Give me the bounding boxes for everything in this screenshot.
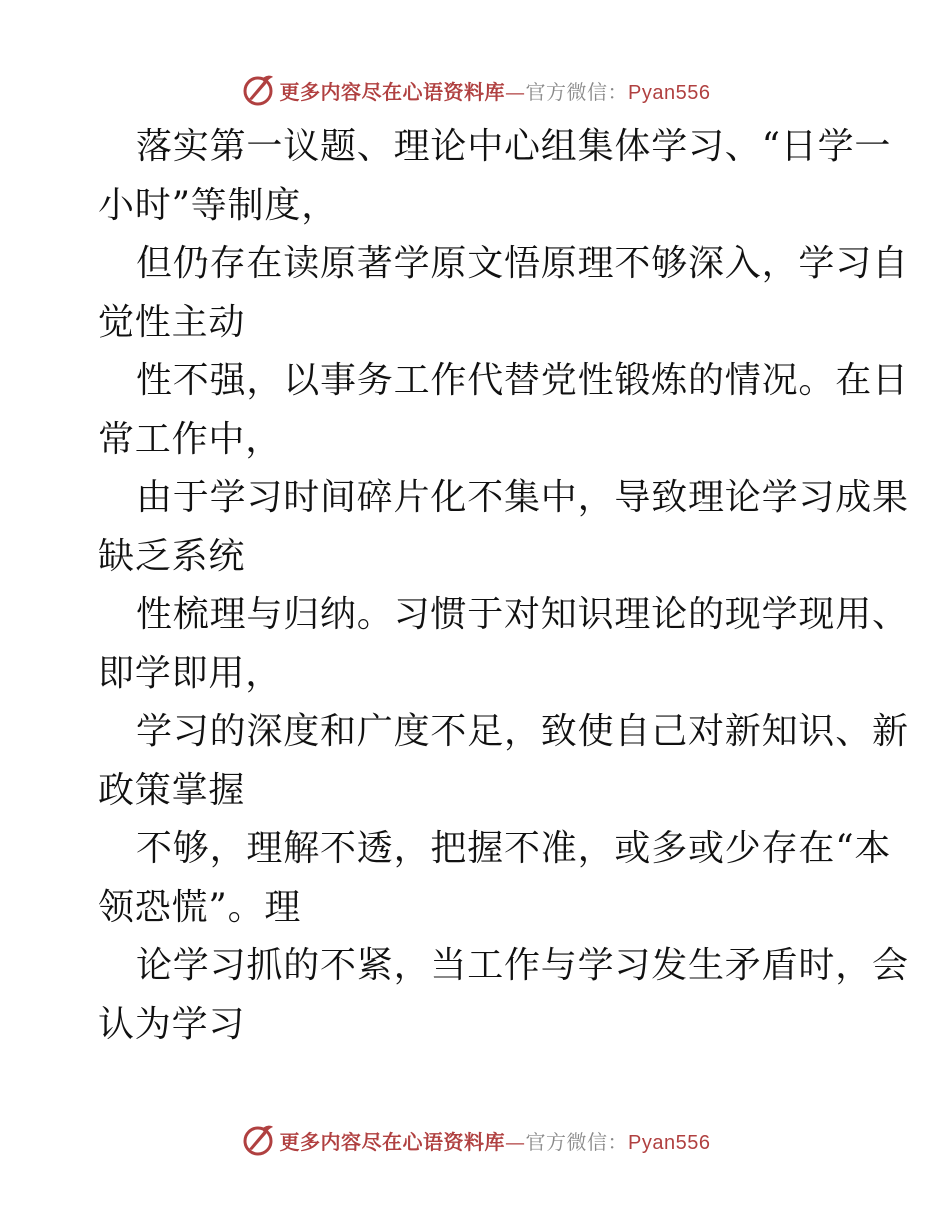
watermark-text [280, 1126, 711, 1155]
watermark-separator: — [505, 79, 526, 104]
body-line: 落实第一议题、理论中心组集体学习、“日学一 [136, 126, 892, 167]
watermark-handle: Pyan556 [628, 1131, 711, 1154]
body-line: 学习的深度和广度不足，致使自己对新知识、新 [136, 711, 909, 752]
watermark-brand: 更多内容尽在心语资料库 [279, 1129, 506, 1154]
body-line: 论学习抓的不紧，当工作与学习发生矛盾时，会 [136, 945, 909, 986]
footer-watermark [0, 1120, 950, 1160]
header-watermark [0, 70, 950, 110]
body-line: 性不强，以事务工作代替党性锻炼的情况。在日 [136, 360, 909, 401]
body-line: 不够，理解不透，把握不准，或多或少存在“本 [136, 828, 892, 869]
watermark-wechat-label: 官方微信： [525, 79, 629, 104]
body-line: 小时”等制度， [98, 184, 339, 226]
body-line: 政策掌握 [98, 769, 246, 811]
watermark-text [280, 76, 711, 105]
quill-logo-icon [240, 1122, 276, 1158]
body-line: 常工作中， [98, 418, 283, 460]
body-line: 但仍存在读原著学原文悟原理不够深入，学习自 [136, 243, 909, 284]
body-line: 缺乏系统 [98, 535, 246, 577]
watermark-separator: — [505, 1129, 526, 1154]
quill-logo-icon [240, 72, 276, 108]
body-line: 由于学习时间碎片化不集中，导致理论学习成果 [136, 477, 909, 518]
watermark-brand: 更多内容尽在心语资料库 [279, 79, 506, 104]
body-line: 领恐慌”。理 [98, 886, 302, 928]
body-line: 认为学习 [98, 1003, 246, 1045]
body-line: 即学即用， [98, 652, 283, 694]
body-line: 性梳理与归纳。习惯于对知识理论的现学现用、 [136, 594, 909, 635]
watermark-wechat-label: 官方微信： [525, 1129, 629, 1154]
watermark-handle: Pyan556 [628, 81, 711, 104]
body-line: 觉性主动 [98, 301, 246, 343]
document-body [98, 118, 909, 1054]
